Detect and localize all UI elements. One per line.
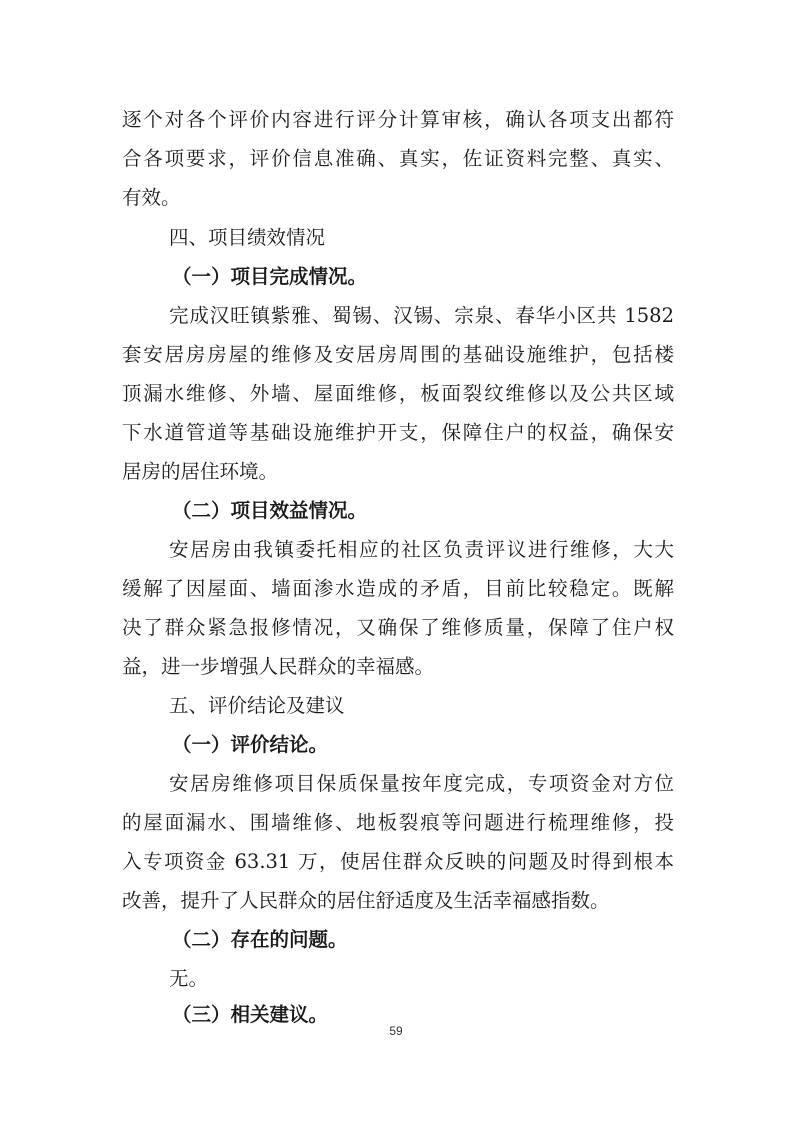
subsection-heading: （一）评价结论。 — [172, 733, 329, 756]
body-text-line: 益，进一步增强人民群众的幸福感。 — [122, 655, 435, 678]
subsection-heading: （二）项目效益情况。 — [172, 499, 368, 522]
body-text-line: 居房的居住环境。 — [122, 460, 279, 483]
body-text-line: 的屋面漏水、围墙维修、地板裂痕等问题进行梳理维修，投 — [122, 811, 674, 834]
body-text-line: 决了群众紧急报修情况，又确保了维修质量，保障了住户权 — [122, 616, 674, 639]
body-text-line: 缓解了因屋面、墙面渗水造成的矛盾，目前比较稳定。既解 — [122, 577, 674, 600]
subsection-heading: （三）相关建议。 — [172, 1003, 329, 1026]
body-text-line: 入专项资金 63.31 万，使居住群众反映的问题及时得到根本 — [122, 850, 674, 873]
section-heading: 四、项目绩效情况 — [169, 226, 326, 249]
body-text-line: 完成汉旺镇紫雅、蜀锡、汉锡、宗泉、春华小区共 1582 — [169, 304, 674, 327]
body-text-line: 套安居房房屋的维修及安居房周围的基础设施维护，包括楼 — [122, 343, 674, 366]
section-heading: 五、评价结论及建议 — [169, 694, 345, 717]
subsection-heading: （二）存在的问题。 — [172, 928, 348, 951]
body-text-line: 逐个对各个评价内容进行评分计算审核，确认各项支出都符 — [122, 108, 674, 131]
subsection-heading: （一）项目完成情况。 — [172, 265, 368, 288]
body-text-line: 改善，提升了人民群众的居住舒适度及生活幸福感指数。 — [122, 889, 610, 912]
body-text-line: 顶漏水维修、外墙、屋面维修，板面裂纹维修以及公共区域 — [122, 382, 674, 405]
page-number: 59 — [389, 1024, 403, 1038]
body-text-line: 无。 — [169, 967, 209, 990]
body-text-line: 有效。 — [122, 186, 181, 209]
body-text-line: 合各项要求，评价信息准确、真实，佐证资料完整、真实、 — [122, 147, 674, 170]
body-text-line: 下水道管道等基础设施维护开支，保障住户的权益，确保安 — [122, 421, 674, 444]
body-text-line: 安居房由我镇委托相应的社区负责评议进行维修，大大 — [169, 538, 674, 561]
body-text-line: 安居房维修项目保质保量按年度完成，专项资金对方位 — [169, 772, 674, 795]
